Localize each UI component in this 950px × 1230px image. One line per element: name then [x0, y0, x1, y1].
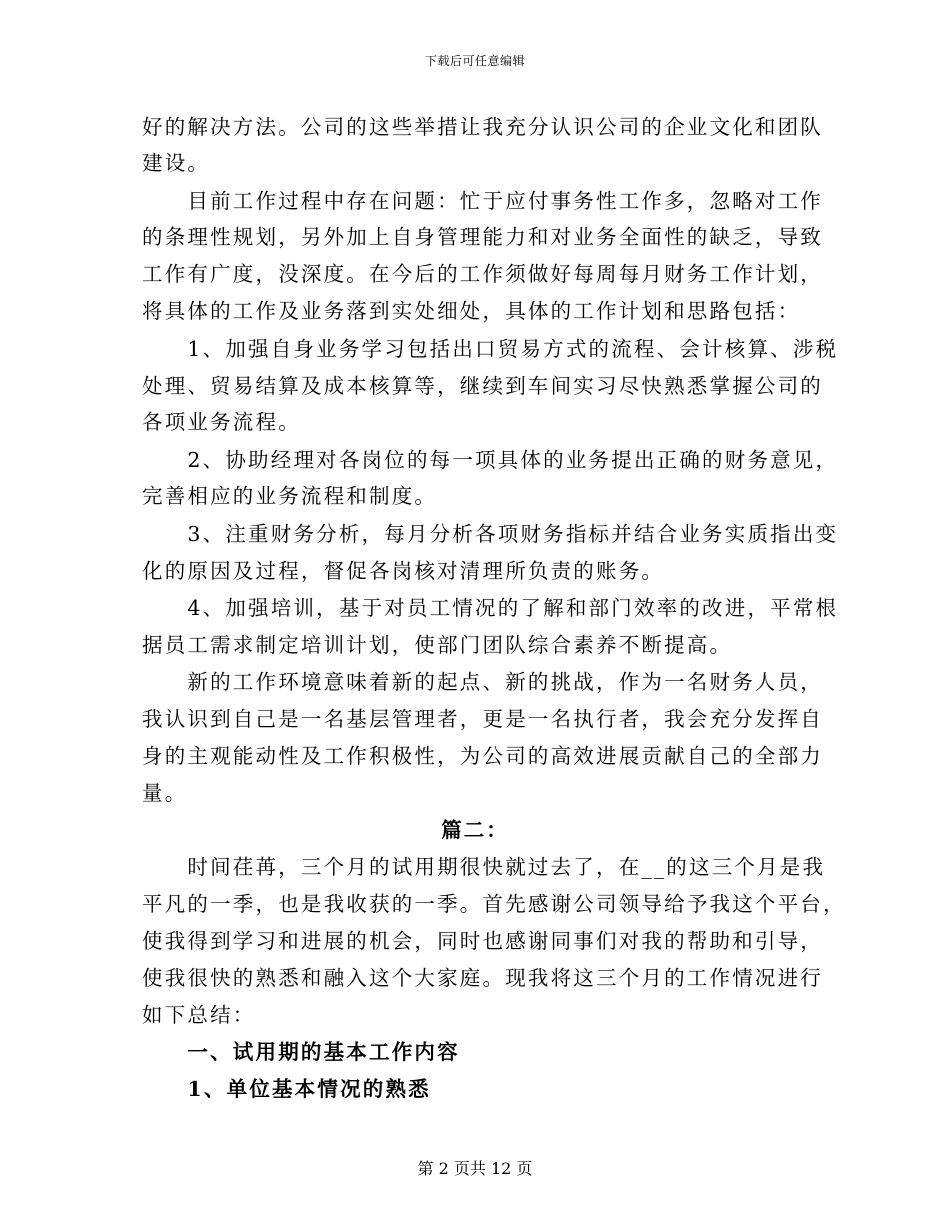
page-footer: 第 2 页共 12 页 — [417, 1159, 533, 1178]
body-line: 2、协助经理对各岗位的每一项具体的业务提出正确的财务意见， — [142, 448, 839, 472]
body-line: 将具体的工作及业务落到实处细处，具体的工作计划和思路包括： — [142, 299, 801, 323]
body-line: 各项业务流程。 — [142, 410, 301, 434]
body-line: 的条理性规划，另外加上自身管理能力和对业务全面性的缺乏，导致 — [142, 225, 823, 249]
page-header: 下载后可任意编辑 — [424, 54, 525, 68]
subheading: 1、单位基本情况的熟悉 — [142, 1077, 431, 1101]
body-line: 4、加强培训，基于对员工情况的了解和部门效率的改进，平常根 — [142, 596, 839, 620]
body-line: 时间荏苒，三个月的试用期很快就过去了，在__的这三个月是我 — [142, 855, 826, 879]
body-line: 量。 — [142, 781, 188, 805]
body-line: 化的原因及过程，督促各岗核对清理所负责的账务。 — [142, 559, 665, 583]
body-line: 身的主观能动性及工作积极性，为公司的高效进展贡献自己的全部力 — [142, 744, 823, 768]
body-line: 据员工需求制定培训计划，使部门团队综合素养不断提高。 — [142, 633, 733, 657]
body-line: 使我得到学习和进展的机会，同时也感谢同事们对我的帮助和引导， — [142, 929, 823, 953]
body-line: 如下总结： — [142, 1003, 256, 1027]
body-line: 平凡的一季，也是我收获的一季。首先感谢公司领导给予我这个平台， — [142, 892, 846, 916]
body-line: 目前工作过程中存在问题：忙于应付事务性工作多，忽略对工作 — [142, 189, 823, 213]
body-line: 1、加强自身业务学习包括出口贸易方式的流程、会计核算、涉税 — [142, 337, 839, 361]
body-line: 好的解决方法。公司的这些举措让我充分认识公司的企业文化和团队 — [142, 115, 823, 139]
body-line: 我认识到自己是一名基层管理者，更是一名执行者，我会充分发挥自 — [142, 707, 823, 731]
body-line: 工作有广度，没深度。在今后的工作须做好每周每月财务工作计划， — [142, 262, 823, 286]
body-line: 完善相应的业务流程和制度。 — [142, 484, 438, 508]
body-line: 新的工作环境意味着新的起点、新的挑战，作为一名财务人员， — [142, 670, 823, 694]
body-line: 处理、贸易结算及成本核算等，继续到车间实习尽快熟悉掌握公司的 — [142, 374, 823, 398]
body-line: 使我很快的熟悉和融入这个大家庭。现我将这三个月的工作情况进行 — [142, 966, 823, 990]
subheading: 一、试用期的基本工作内容 — [142, 1040, 460, 1064]
body-line: 3、注重财务分析，每月分析各项财务指标并结合业务实质指出变 — [142, 522, 839, 546]
body-line: 建设。 — [142, 151, 211, 175]
section-heading: 篇二： — [441, 818, 509, 842]
